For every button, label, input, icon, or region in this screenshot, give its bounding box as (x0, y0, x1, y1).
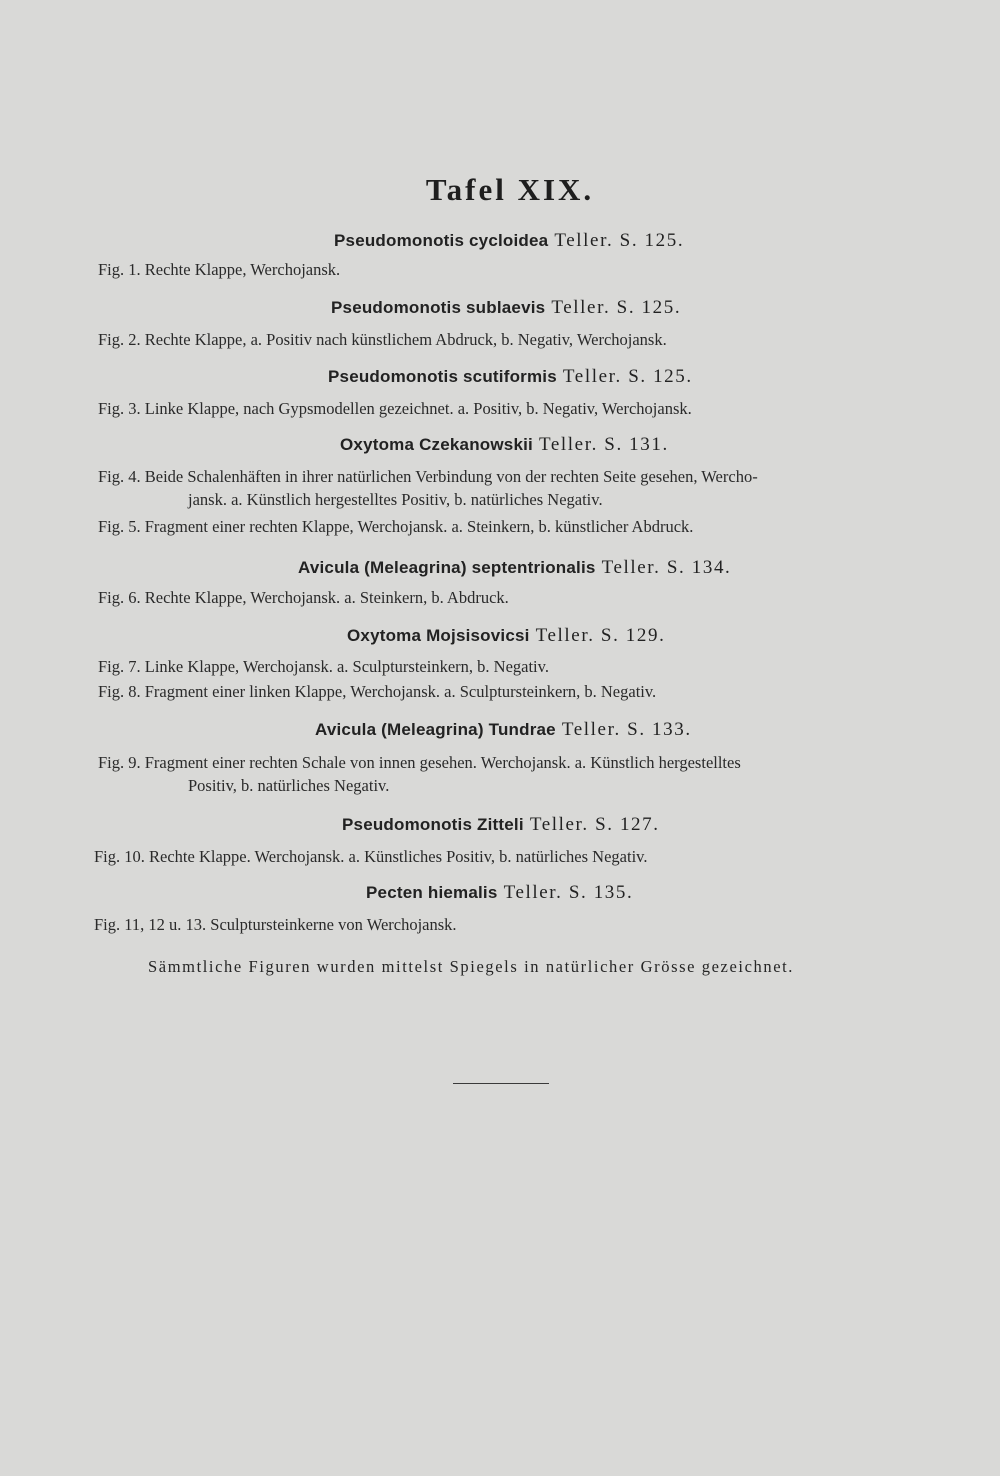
species-heading (334, 229, 684, 252)
page-reference: Teller. S. 125. (551, 297, 682, 318)
species-heading (347, 624, 665, 647)
figure-caption: Fig. 9. Fragment einer rechten Schale von innen gesehen. Werchojansk. a. Künstlich hergestelltes (98, 753, 741, 772)
footnote: Sämmtliche Figuren wurden mittelst Spiegels in natürlicher Grösse gezeichnet. (148, 957, 795, 976)
page-reference: Teller. S. 133. (561, 719, 692, 740)
figure-caption: Fig. 3. Linke Klappe, nach Gypsmodellen gezeichnet. a. Positiv, b. Negativ, Werchojansk. (98, 399, 692, 418)
species-heading (340, 433, 669, 456)
figure-caption: Fig. 10. Rechte Klappe. Werchojansk. a. Künstliches Positiv, b. natürliches Negativ. (94, 847, 648, 866)
figure-caption: Fig. 5. Fragment einer rechten Klappe, Werchojansk. a. Steinkern, b. künstlicher Abdruck. (98, 517, 694, 536)
species-name: Pseudomonotis scutiformis (328, 367, 557, 386)
plate-title: Tafel XIX. (425, 172, 595, 207)
figure-caption: Fig. 7. Linke Klappe, Werchojansk. a. Sculptursteinkern, b. Negativ. (98, 657, 549, 676)
figure-caption: Fig. 8. Fragment einer linken Klappe, Werchojansk. a. Sculptursteinkern, b. Negativ. (98, 682, 657, 701)
page-reference: Teller. S. 125. (554, 230, 685, 251)
species-heading (366, 881, 633, 904)
page-reference: Teller. S. 134. (601, 557, 732, 578)
species-name: Pseudomonotis sublaevis (331, 298, 546, 317)
species-name: Pseudomonotis cycloidea (334, 231, 549, 250)
page-reference: Teller. S. 127. (529, 814, 660, 835)
species-heading (331, 296, 681, 319)
species-heading (342, 813, 660, 836)
figure-caption: Fig. 11, 12 u. 13. Sculptursteinkerne von Werchojansk. (94, 915, 457, 934)
page-reference: Teller. S. 135. (503, 882, 634, 903)
species-name: Pseudomonotis Zitteli (342, 815, 524, 834)
figure-caption: Fig. 1. Rechte Klappe, Werchojansk. (98, 260, 341, 279)
page-reference: Teller. S. 131. (539, 434, 669, 455)
species-heading (328, 365, 693, 388)
page-reference: Teller. S. 129. (535, 625, 666, 646)
species-heading (315, 718, 692, 741)
figure-caption: Positiv, b. natürliches Negativ. (188, 776, 390, 795)
page-reference: Teller. S. 125. (562, 366, 693, 387)
figure-caption: Fig. 4. Beide Schalenhäften in ihrer natürlichen Verbindung von der rechten Seite gesehen, Wercho- (98, 467, 758, 486)
figure-caption: Fig. 6. Rechte Klappe, Werchojansk. a. Steinkern, b. Abdruck. (98, 588, 509, 607)
species-name: Oxytoma Czekanowskii (340, 435, 533, 454)
species-name: Oxytoma Mojsisovicsi (347, 626, 530, 645)
species-name: Avicula (Meleagrina) Tundrae (315, 720, 556, 739)
species-heading (298, 556, 731, 579)
figure-caption: jansk. a. Künstlich hergestelltes Positiv, b. natürliches Negativ. (188, 490, 603, 509)
figure-caption: Fig. 2. Rechte Klappe, a. Positiv nach künstlichem Abdruck, b. Negativ, Werchojansk. (98, 330, 667, 349)
species-name: Pecten hiemalis (366, 883, 498, 902)
divider (453, 1083, 549, 1084)
species-name: Avicula (Meleagrina) septentrionalis (298, 558, 596, 577)
